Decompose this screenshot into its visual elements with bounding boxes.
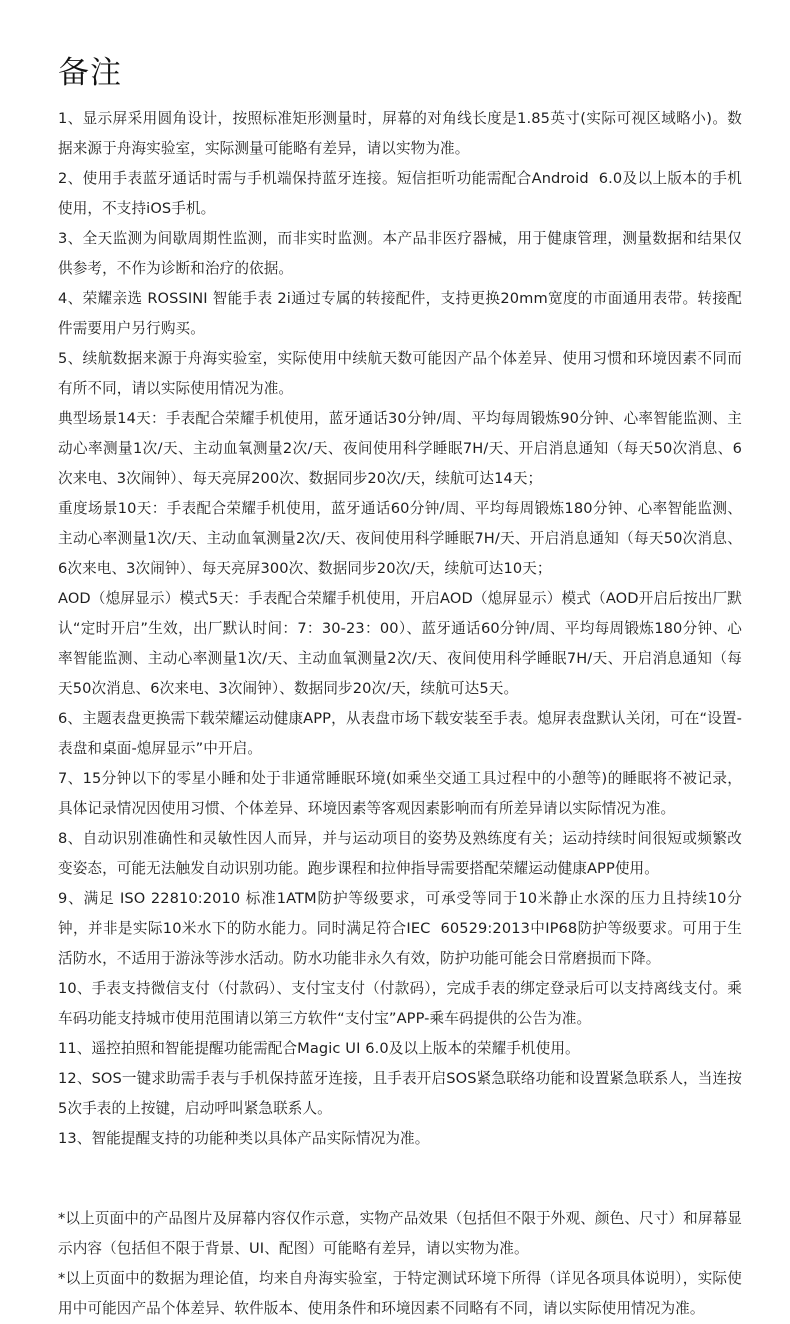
battery-scenarios-list [58,404,742,704]
note-item-4: 4、荣耀亲选 ROSSINI 智能手表 2i通过专属的转接配件，支持更换20mm宽度的市面通用表带。转接配件需要用户另行购买。 [58,290,742,337]
note-item-9: 9、满足 ISO 22810:2010 标准1ATM防护等级要求，可承受等同于10米静止水深的压力且持续10分钟，并非是实际10米水下的防水能力。同时满足符合IEC 60529:2013中IP68防护等级要求。可用于生活防水，不适用于游泳等涉水活动。防水功能非永久有效，防护功能可能会日常磨损而下降。 [58,890,742,967]
note-item-12: 12、SOS一键求助需手表与手机保持蓝牙连接，且手表开启SOS紧急联络功能和设置紧急联系人，当连按5次手表的上按键，启动呼叫紧急联系人。 [58,1070,742,1117]
note-item-13: 13、智能提醒支持的功能种类以具体产品实际情况为准。 [58,1130,430,1147]
footnote-theoretical-data: *以上页面中的数据为理论值，均来自舟海实验室，于特定测试环境下所得（详见各项具体说明），实际使用中可能因产品个体差异、软件版本、使用条件和环境因素不同略有不同，请以实际使用情况为准。 [58,1270,742,1317]
note-item-3: 3、全天监测为间歇周期性监测，而非实时监测。本产品非医疗器械，用于健康管理，测量数据和结果仅供参考，不作为诊断和治疗的依据。 [58,230,742,277]
note-item-8: 8、自动识别准确性和灵敏性因人而异，并与运动项目的姿势及熟练度有关；运动持续时间很短或频繁改变姿态，可能无法触发自动识别功能。跑步课程和拉伸指导需要搭配荣耀运动健康APP使用。 [58,830,742,877]
footnotes-block [58,1204,742,1324]
scenario-typical-14-days: 典型场景14天：手表配合荣耀手机使用，蓝牙通话30分钟/周、平均每周锻炼90分钟、心率智能监测、主动心率测量1次/天、主动血氧测量2次/天、夜间使用科学睡眠7H/天、开启消息通知（每天50次消息、6次来电、3次闹钟）、每天亮屏200次、数据同步20次/天，续航可达14天； [58,410,742,487]
page-title: 备注 [58,55,122,91]
note-item-1: 1、显示屏采用圆角设计，按照标准矩形测量时，屏幕的对角线长度是1.85英寸(实际可视区域略小)。数据来源于舟海实验室，实际测量可能略有差异，请以实物为准。 [58,110,742,157]
note-item-2: 2、使用手表蓝牙通话时需与手机端保持蓝牙连接。短信拒听功能需配合Android 6.0及以上版本的手机使用，不支持iOS手机。 [58,170,742,217]
scenario-aod-5-days: AOD（熄屏显示）模式5天：手表配合荣耀手机使用，开启AOD（熄屏显示）模式（AOD开启后按出厂默认“定时开启”生效，出厂默认时间：7：30-23：00）、蓝牙通话60分钟/周、平均每周锻炼180分钟、心率智能监测、主动心率测量1次/天、主动血氧测量2次/天、夜间使用科学睡眠7H/天、开启消息通知（每天50次消息、6次来电、3次闹钟）、数据同步20次/天，续航可达5天。 [58,590,742,697]
note-item-10: 10、手表支持微信支付（付款码）、支付宝支付（付款码），完成手表的绑定登录后可以支持离线支付。乘车码功能支持城市使用范围请以第三方软件“支付宝”APP-乘车码提供的公告为准。 [58,980,742,1027]
footnote-product-images: *以上页面中的产品图片及屏幕内容仅作示意，实物产品效果（包括但不限于外观、颜色、尺寸）和屏幕显示内容（包括但不限于背景、UI、配图）可能略有差异，请以实物为准。 [58,1210,742,1257]
note-item-11: 11、遥控拍照和智能提醒功能需配合Magic UI 6.0及以上版本的荣耀手机使用。 [58,1040,580,1057]
notes-list-continued [58,704,742,1154]
content-container [58,52,742,1324]
scenario-heavy-10-days: 重度场景10天：手表配合荣耀手机使用，蓝牙通话60分钟/周、平均每周锻炼180分钟、心率智能监测、主动心率测量1次/天、主动血氧测量2次/天、夜间使用科学睡眠7H/天、开启消息通知（每天50次消息、6次来电、3次闹钟）、每天亮屏300次、数据同步20次/天，续航可达10天； [58,500,742,577]
notes-list-primary [58,104,742,404]
note-item-7: 7、15分钟以下的零星小睡和处于非通常睡眠环境(如乘坐交通工具过程中的小憩等)的睡眠将不被记录，具体记录情况因使用习惯、个体差异、环境因素等客观因素影响而有所差异请以实际情况为准。 [58,770,742,817]
note-item-6: 6、主题表盘更换需下载荣耀运动健康APP，从表盘市场下载安装至手表。熄屏表盘默认关闭，可在“设置-表盘和桌面-熄屏显示”中开启。 [58,710,742,757]
note-item-5: 5、续航数据来源于舟海实验室，实际使用中续航天数可能因产品个体差异、使用习惯和环境因素不同而有所不同，请以实际使用情况为准。 [58,350,742,397]
